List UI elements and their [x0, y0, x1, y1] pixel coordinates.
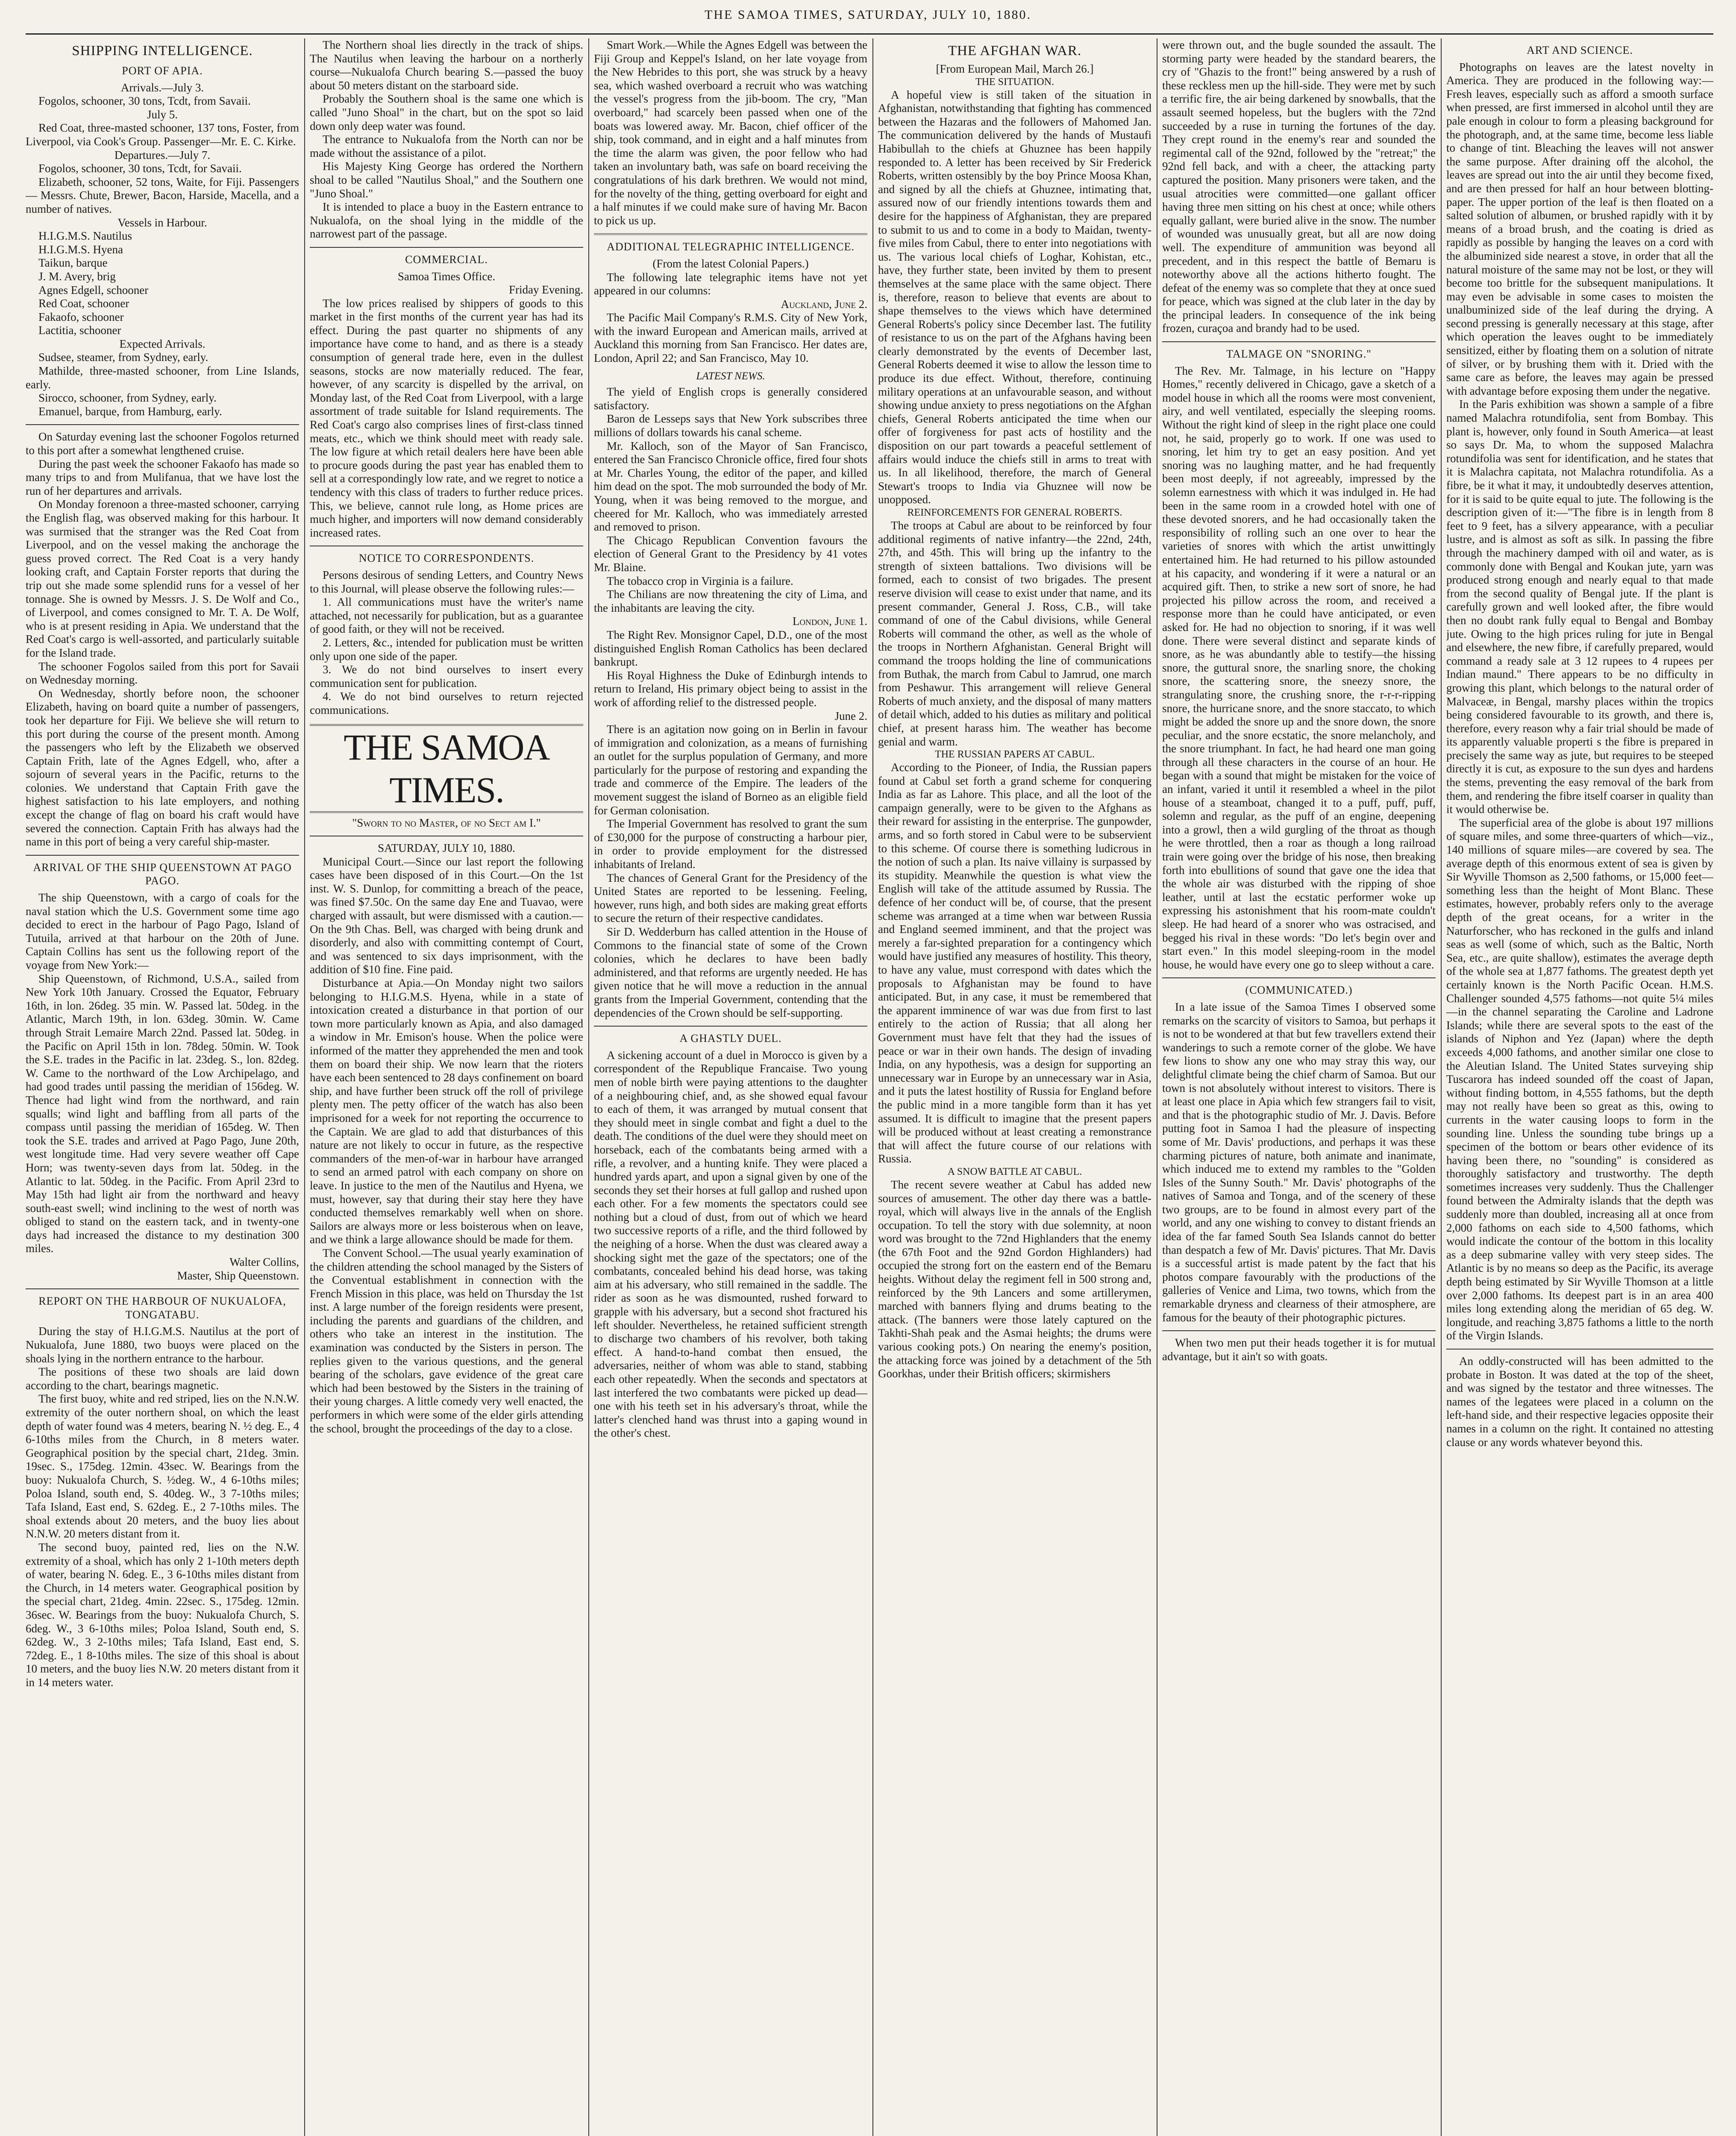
departures-heading: Departures.—July 7. — [114, 148, 211, 161]
telegraphic-item: Sir D. Wedderburn has called attention in the House of Commons to the financial state of some of the Crown colonies, which he declares to have been badly administered, and that reforms are urgently needed. He has given notice that he will move a reduction in the annual grants from the Imperial Government, contending that the dependencies of the Crown should be self-supporting. — [594, 925, 867, 1019]
science-paragraph: An oddly-constructed will has been admitted to the probate in Boston. It was dated at the top of the sheet, and was signed by the testator and three witnesses. The names of the legatees were placed in a column on the left-hand side, and their respective legacies opposite their names in a column on the right. It contained no attesting clause or any words whatever beyond this. — [1446, 1355, 1713, 1449]
report-paragraph: The entrance to Nukualofa from the North can nor be made without the assistance of a pilot. — [310, 133, 583, 159]
column-6 — [1446, 38, 1713, 2136]
telegraphic-item: The yield of English crops is generally considered satisfactory. — [594, 385, 867, 412]
masthead-rule — [26, 33, 1713, 35]
duel-paragraph: A sickening account of a duel in Morocco is given by a correspondent of the Republique Francaise. Two young men of noble birth were paying attentions to the daughter of a neighbouring chief, and, as she showed equal favour to each of them, it was arranged by mutual consent that they should meet in single combat and fight a duel to the death. The conditions of the duel were they should meet on horseback, each of the combatants being armed with a rifle, a revolver, and a hunting knife. They were placed a hundred yards apart, and upon a signal given by one of the seconds they set their horses at full gallop and rushed upon each other. For a few moments the spectators could see nothing but a cloud of dust, from out of which we heard two successive reports of a rifle, and the third followed by the neighing of a horse. When the dust was cleared away a shocking sight met the gaze of the spectators; one of the combatants, concealed behind his dead horse, was taking aim at his adversary, who still remained in the saddle. The rider as soon as he was dismounted, rushed forward to grapple with his adversary, but a second shot fractured his left shoulder. Nevertheless, he retained sufficient strength to discharge two chambers of his revolver, both taking effect. A hand-to-hand combat then ensued, the adversaries, neither of whom was able to stand, stabbing each other repeatedly. When the seconds and spectators at last interfered the two combatants were picked up dead—one with his teeth set in his adversary's throat, while the latter's clenched hand was thrust into a gaping wound in the other's chest. — [594, 1048, 867, 1440]
telegraphic-item: There is an agitation now going on in Berlin in favour of immigration and colonization, as a means of furnishing an outlet for the surplus population of Germany, and more particularly for the purpose of restoring and expanding the trade and commerce of the Empire. The leaders of the movement suggest the island of Borneo as an eligible field for German colonisation. — [594, 723, 867, 817]
ghastly-duel-heading: A GHASTLY DUEL. — [679, 1032, 782, 1045]
separator — [594, 1026, 867, 1027]
latest-news-heading: LATEST NEWS. — [696, 370, 765, 382]
telegraphic-subheading: (From the latest Colonial Papers.) — [652, 257, 809, 270]
separator — [1162, 977, 1436, 978]
report-paragraph: During the stay of H.I.G.M.S. Nautilus at the port of Nukualofa, June 1880, two buoys were placed on the shoals lying in the northern entrance to the harbour. — [26, 1325, 299, 1365]
afghan-paragraph: were thrown out, and the bugle sounded the assault. The storming party were headed by the standard bearers, the cry of "Ghazis to the front!" being answered by a rush of these reckless men up the hill-side. They were met by such a terrific fire, the air being darkened by snowballs, that the assault seemed hopeless, but the buglers with the 72nd succeeded by a ruse in turning the fortunes of the day. They crept round in the enemy's rear and sounded the regimental call of the 92nd, followed by the "retreat;" the 92nd fell back, and with a cheer, the attacking party captured the position. Many prisoners were taken, and the usual atrocities were committed—one gallant officer having three men sitting on his chest at once; while others equally gallant, were buried alive in the snow. The number of wounded was unusually great, but all are now doing well. The expenditure of ammunition was beyond all precedent, and in this respect the battle of Bemaru is noteworthy above all the actions hitherto fought. The defeat of the enemy was so complete that they at once sued for peace, which was signed at the club later in the day by the principal leaders. In consequence of the ink being frozen, curaçoa and brandy had to be used. — [1162, 38, 1436, 335]
telegraphic-item: The Imperial Government has resolved to grant the sum of £30,000 for the purpose of constructing a harbour pier, in order to provide employment for the distressed inhabitants of Ireland. — [594, 817, 867, 871]
shipping-paragraph: On Wednesday, shortly before noon, the schooner Elizabeth, having on board quite a number of passengers, took her departure for Fiji. We believe she will return to this port during the course of the present month. Among the passengers who left by the Elizabeth we observed Captain Frith, late of the Agnes Edgell, who, after a sojourn of several years in the Pacific, returns to the colonies. We understand that Captain Frith gave the highest satisfaction to his late employers, and nothing except the change of flag on board his craft would have severed the connection. Captain Frith has always had the name in this port of being a very careful ship-master. — [26, 687, 299, 848]
queenstown-paragraph: The ship Queenstown, with a cargo of coals for the naval station which the U.S. Government some time ago decided to erect in the harbour of Pago Pago, Island of Tutuila, arrived at that harbour on the 20th of June. Captain Collins has sent us the following report of the voyage from New York:— — [26, 891, 299, 971]
commercial-heading: COMMERCIAL. — [405, 253, 488, 266]
shipping-paragraph: On Saturday evening last the schooner Fogolos returned to this port after a somewhat lengthened cruise. — [26, 430, 299, 457]
local-paragraph: Disturbance at Apia.—On Monday night two sailors belonging to H.I.G.M.S. Hyena, while in a state of intoxication created a disturbance in that portion of our town more particularly known as Apia, and also damaged a window in Mr. Emison's house. When the police were informed of the matter they apprehended the men and took them on board their ship. We now learn that the rioters have each been sentenced to 28 days confinement on board ship, and have further been struck off the roll of privilege plenty men. The petty officer of the watch has also been imprisoned for a week for not reporting the occurrence to the Captain. We are glad to add that disturbances of this nature are not likely to occur in future, as the respective commanders of the men-of-war in harbour have arranged to send an armed patrol with each company on shore on leave. In justice to the men of the Nautilus and Hyena, we must, however, say that during their stay here they have conducted themselves remarkably well when on shore. Sailors are always more or less boisterous when on leave, and we think a large allowance should be made for them. — [310, 977, 583, 1246]
shipping-intelligence-heading: SHIPPING INTELLIGENCE. — [72, 43, 253, 59]
russian-papers-heading: THE RUSSIAN PAPERS AT CABUL. — [934, 749, 1095, 760]
harbour-vessel: H.I.G.M.S. Nautilus — [38, 229, 132, 243]
afghan-war-heading: THE AFGHAN WAR. — [948, 43, 1082, 59]
shipping-paragraph: During the past week the schooner Fakaofo has made so many trips to and from Mulifanua, that we have lost the run of her departures and arrivals. — [26, 457, 299, 497]
telegraphic-item: The tobacco crop in Virginia is a failure. — [607, 574, 793, 587]
telegraphic-item: The chances of General Grant for the Presidency of the United States are reported to be lessening. Feeling, however, runs high, and both sides are making great efforts to secure the return of their respective candidates. — [594, 871, 867, 925]
expected-arrival: Emanuel, barque, from Hamburg, early. — [38, 405, 222, 418]
separator — [26, 424, 299, 425]
harbour-vessel: J. M. Avery, brig — [38, 270, 116, 283]
nukualofa-report-heading: REPORT ON THE HARBOUR OF NUKUALOFA, TONGATABU. — [38, 1295, 286, 1321]
afghan-paragraph: The troops at Cabul are about to be reinforced by four additional regiments of native infantry—the 22nd, 24th, 27th, and 45th. This will bring up the infantry to the strength of sixteen battalions. Two divisions will be formed, each to consist of two brigades. The present reserve division will cease to exist under that name, and its present commander, General J. Ross, C.B., will take command of one of the Cabul divisions, while General Roberts will command the other, as well as the whole of the troops in Northern Afghanistan. General Bright will command the troops holding the line of communications from Buthak, the march from Cabul to Jamrud, one march from Peshawur. This arrangement will relieve General Roberts of much anxiety, and the disposal of many matters of detail which, added to his duties as military and political chief, at present harass him. The weather has become genial and warm. — [878, 519, 1151, 748]
reinforcements-heading: REINFORCEMENTS FOR GENERAL ROBERTS. — [907, 507, 1122, 518]
column-1 — [26, 38, 299, 2136]
science-paragraph: In the Paris exhibition was shown a sample of a fibre named Malachra rotundifolia, sent from Bombay. This plant is, however, only found in South America—at least so says Dr. Ma, to whom the supposed Malachra rotundifolia was sent for identification, and he states that it is Malachra capitata, not Malachra rotundifolia. As a fibre, be it what it may, it undoubtedly deserves attention, for it is said to be quite equal to jute. The following is the description given of it:—"The fibre is in length from 8 feet to 9 feet, has a silvery appearance, with a peculiar lustre, and is almost as soft as silk. In passing the fibre through the machinery damped with oil and water, as is commonly done with Bengal and Koukan jute, yarn was produced strong enough and nearly equal to that made from the second quality of Bengal jute. If the plant is carefully grown and well looked after, the fibre would then no doubt rank fully equal to Bengal and Bombay jute. Owing to the high prices ruling for jute in Bengal and elsewhere, the new fibre, if carefully prepared, would command a ready sale at 3 12 rupees to 4 rupees per Indian maund." There appears to be no difficulty in growing this plant, which belongs to the natural order of Malvaceæ, in Bengal, marshy places within the tropics being considered favourable to its growth, and there is, therefore, every reason why a fair trial should be made of its apparently valuable properti s the fibre is prepared in precisely the same way as jute, but requires to be steeped directly it is cut, as exposure to the sun dyes and hardens the stems, preventing the easy removal of the bark from them, and rendering the fibre itself coarser in quality than it would otherwise be. — [1446, 398, 1713, 816]
column-3 — [594, 38, 867, 2136]
local-paragraph: Municipal Court.—Since our last report the following cases have been disposed of in this Court.—On the 1st inst. W. S. Dunlop, for committing a breach of the peace, was fined $7.50c. On the same day Ene and Tuavao, were charged with assault, but were dismissed with a caution.—On the 9th Chas. Bell, was charged with being drunk and disorderly, and also with committing contempt of Court, and was sentenced to six days imprisonment, with the addition of $10 fine. Fine paid. — [310, 855, 583, 976]
office-line: Samoa Times Office. — [397, 270, 496, 283]
port-of-apia-heading: PORT OF APIA. — [122, 65, 203, 77]
arrivals-heading: Arrivals.—July 3. — [120, 81, 204, 94]
separator — [1162, 341, 1436, 342]
expected-arrivals-heading: Expected Arrivals. — [119, 337, 206, 350]
telegraphic-item: His Royal Highness the Duke of Edinburgh intends to return to Ireland, His primary object being to assist in the work of affording relief to the distressed people. — [594, 669, 867, 709]
shipping-paragraph: The schooner Fogolos sailed from this port for Savaii on Wednesday morning. — [26, 660, 299, 687]
separator — [1162, 1330, 1436, 1331]
afghan-paragraph: According to the Pioneer, of India, the Russian papers found at Cabul set forth a grand scheme for conquering India as far as Lahore. This place, and all the loot of the campaign generally, were to be given to the Afghans as their reward for assisting in the enterprise. The gunpowder, arms, and so forth stored in Cabul were to be subservient to this scheme. Of course there is something ludicrous in the notion of such a plan. Its naive villainy is surpassed by its stupidity. Meanwhile the question is what view the English will take of the attitude assumed by Russia. The defence of her conduct will be, of course, that the present scheme was arranged at a time when war between Russia and England seemed imminent, and that the project was merely a far-sighted preparation for a contingency which would have justified any measures of hostility. This theory, to have any value, must correspond with dates which the proposals to Afghanistan may be found to have anticipated. But, in any case, it must be remembered that the apparent imminence of war was due from first to last entirely to the action of Russia; that all along her Government must have felt that they had the issues of peace or war in their own hands. The design of invading India, on any hypothesis, was a design for supporting an unnecessary war in Europe by an unnecessary war in Asia, and it puts the latest hostility of Russia for England before the public mind in a more tangible form than it has yet assumed. It is difficult to imagine that the present papers will be produced without at least creating a remonstrance that will affect the future course of our relations with Russia. — [878, 761, 1151, 1165]
notice-rule: 1. All communications must have the writer's name attached, not necessarily for publication, but as a guarantee of good faith, or they will not be received. — [310, 596, 583, 636]
art-and-science-heading: ART AND SCIENCE. — [1527, 44, 1633, 56]
separator — [310, 247, 583, 248]
separator — [26, 1288, 299, 1289]
notice-intro: Persons desirous of sending Letters, and Country News to this Journal, will please observe the following rules:— — [310, 568, 583, 595]
vessels-in-harbour-heading: Vessels in Harbour. — [117, 216, 207, 229]
dateline: London, June 1. — [792, 615, 867, 628]
commercial-paragraph: The low prices realised by shippers of goods to this market in the first months of the current year has had its effect. During the past quarter no shipments of any importance have come to hand, and as there is a steady consumption of general trade here, even in the dullest seasons, stocks are now materially reduced. The fear, however, of any scarcity is dispelled by the arrival, on Monday last, of the Red Coat from Liverpool, with a large assortment of trade suitable for Island requirements. The Red Coat's cargo also comprises lines of first-class tinned meats, etc., which we think should meet with ready sale. The low figure at which retail dealers here have been able to procure goods during the past year has enabled them to sell at a correspondingly low rate, and we regret to notice a tendency with this class of traders to further reduce prices. This, we believe, cannot rule long, as Home prices are much higher, and importers will now demand considerably increased rates. — [310, 296, 583, 539]
telegraphic-item: The Chicago Republican Convention favours the election of General Grant to the Presidency by 41 votes Mr. Blaine. — [594, 534, 867, 574]
column-4 — [878, 38, 1151, 2136]
harbour-vessel: Agnes Edgell, schooner — [38, 283, 149, 296]
shipping-paragraph: On Monday forenoon a three-masted schooner, carrying the English flag, was observed making for this harbour. It was surmised that the stranger was the Red Coat from Liverpool, and on the vessel making the anchorage the guess proved correct. The Red Coat is a very handy looking craft, and Captain Forster reports that during the trip out she made some splendid runs for a vessel of her tonnage. She is owned by Messrs. J. S. De Wolf and Co., of Liverpool, and comes consigned to Mr. T. A. De Wolf, who is at present residing in Apia. We understand that the Red Coat's cargo is well-assorted, and particularly suitable for the Island trade. — [26, 498, 299, 659]
communicated-heading: (COMMUNICATED.) — [1245, 984, 1353, 997]
paper-motto: "Sworn to no Master, of no Sect am I." — [352, 816, 541, 829]
queenstown-heading: ARRIVAL OF THE SHIP QUEENSTOWN AT PAGO PAGO. — [33, 861, 292, 887]
report-paragraph: His Majesty King George has ordered the Northern shoal to be called "Nautilus Shoal," and the Southern one "Juno Shoal." — [310, 160, 583, 200]
afghan-war-source: [From European Mail, March 26.] — [936, 62, 1094, 75]
harbour-vessel: Taikun, barque — [38, 256, 108, 270]
harbour-vessel: Red Coat, schooner — [38, 297, 129, 310]
column-rule — [1441, 38, 1442, 2136]
science-paragraph: Photographs on leaves are the latest novelty in America. They are produced in the following way:—Fresh leaves, especially such as afford a smooth surface when pressed, are first immersed in alcohol until they are pale enough in colour to form a pleasing background for the photograph, and, at the same time, become less liable to change of tint. Bleaching the leaves will not answer the same purpose. After draining off the alcohol, the leaves are spread out into the air until they become fixed, and are then pressed for half an hour between blotting-paper. The upper portion of the leaf is then floated on a salted solution of albumen, or brushed rapidly with it by means of a broad brush, and the coating is dried as rapidly as possible by hanging the leaves on a cord with the albuminized side nearest a stove, in order that all the natural moisture of the same may not be lost, or they will become too brittle for the subsequent manipulations. It may even be advisable in some cases to moisten the unalbuminized side of the leaf during the drying. A second pressing is generally necessary at this stage, after which operation the leaves ought to be immediately sensitized, either by floating them on a solution of nitrate of silver, or by brushing them with it. Dried with the same care as before, the leaves may again be pressed with advantage before exposing them under the negative. — [1446, 60, 1713, 397]
local-paragraph: Smart Work.—While the Agnes Edgell was between the Fiji Group and Keppel's Island, on her late voyage from the New Hebrides to this port, she was struck by a heavy sea, which washed overboard a recruit who was watching the vessel's progress from the jib-boom. The cry, "Man overboard," had scarcely been passed when one of the boats was lowered away. Mr. Bacon, chief officer of the ship, took command, and in eight and a half minutes from the time the alarm was given, the poor fellow who had taken an involuntary bath, was safe on board receiving the congratulations of his dark brethren. We would not mind, for the novelty of the thing, getting overboard for eight and a half minutes if we could make sure of having Mr. Bacon to pick us up. — [594, 38, 867, 227]
notice-rule: 4. We do not bind ourselves to return rejected communications. — [310, 690, 583, 716]
expected-arrival: Mathilde, three-masted schooner, from Line Islands, early. — [26, 364, 299, 391]
signature-title: Master, Ship Queenstown. — [177, 1269, 299, 1282]
arrival-1: Fogolos, schooner, 30 tons, Tcdt, from Savaii. — [38, 94, 251, 108]
column-rule — [304, 38, 305, 2136]
dateline: Auckland, June 2. — [781, 297, 867, 311]
local-paragraph: The Convent School.—The usual yearly examination of the children attending the school managed by the Sisters of the Conventual establishment in connection with the French Mission in this place, was held on Thursday the 1st inst. A large number of the foreign residents were present, including the parents and guardians of the children, and others who take an interest in the institution. The examination was conducted by the Sisters in person. The replies given to the various questions, and the general bearing of the scholars, gave evidence of the great care which had been bestowed by the Sisters in the training of their young charges. A little comedy very well enacted, the performers in which were some of the elder girls attending the school, brought the proceedings of the day to a close. — [310, 1246, 583, 1435]
departure-1: Fogolos, schooner, 30 tons, Tcdt, for Savaii. — [38, 162, 242, 175]
separator — [594, 233, 867, 235]
expected-arrival: Sudsee, steamer, from Sydney, early. — [38, 351, 209, 364]
issue-date: SATURDAY, JULY 10, 1880. — [378, 842, 515, 855]
queenstown-paragraph: Ship Queenstown, of Richmond, U.S.A., sailed from New York 10th January. Crossed the Equator, February 16th, in lon. 26deg. 35 min. W. Passed lat. 50deg. in the Atlantic, March 19th, in lon. 63deg. 30min. W. Came through Strait Lemaire March 22nd. Passed lat. 50deg. in the Pacific on April 15th in lon. 78deg. 50min. W. Took the S.E. trades in the Pacific in lat. 23deg. S., lon. 82deg. W. Came to the northward of the Low Archipelago, and had good trades until passing the meridian of 156deg. W. Thence had light wind from the northward, and rain squalls; wind light and baffling from all parts of the compass until passing the meridian of 165deg. W. Then took the S.E. trades and arrived at Pago Pago, June 20th, west longitude time. Had very severe weather off Cape Horn; was twenty-seven days from lat. 50deg. in the Atlantic to lat. 50deg. in the Pacific. From April 23rd to May 15th had light air from the northward and heavy south-east swell; wind inclining to the west of north was obliged to stand on the eastern tack, and in twenty-one days had increased the distance to my destination 300 miles. — [26, 972, 299, 1255]
notice-rule: 3. We do not bind ourselves to insert every communication sent for publication. — [310, 663, 583, 690]
masthead: THE SAMOA TIMES, SATURDAY, JULY 10, 1880. — [704, 8, 1032, 22]
report-paragraph: Probably the Southern shoal is the same one which is called "Juno Shoal" in the chart, but on the spot so laid down only deep water was found. — [310, 92, 583, 132]
afghan-paragraph: The recent severe weather at Cabul has added new sources of amusement. The other day there was a battle-royal, which will always live in the annals of the English occupation. To tell the story with due solemnity, at noon word was brought to the 72nd Highlanders that the enemy (the 67th Foot and the 92nd Gordon Highlanders) had occupied the strong fort on the eastern end of the Bemaru heights. Without delay the regiment fell in 500 strong and, reinforced by the 9th Lancers and some artillerymen, marched with banners flying and drums beating to the attack. (The banners were those lately captured on the Takhti-Shah peak and the Asmai heights; the drums were various cooking pots.) On nearing the enemy's position, the attacking force was joined by a detachment of the 5th Goorkhas, under their British officers; skirmishers — [878, 1178, 1151, 1380]
report-paragraph: The positions of these two shoals are laid down according to the chart, bearings magnetic. — [26, 1365, 299, 1392]
arrival-2-date: July 5. — [147, 108, 178, 121]
talmage-paragraph: The Rev. Mr. Talmage, in his lecture on "Happy Homes," recently delivered in Chicago, gave a sketch of a model house in which all the rooms were most convenient, airy, and well ventilated, especially the sleeping rooms. Without the right kind of sleep in the right place one could not, he said, properly go to work. If one was used to snoring, let him try to get an easy position. And yet snoring was no laughing matter, and he had frequently been most deeply, if not agreeably, impressed by the solemn earnestness with which it was indulged in. He had been in the same room in a crowded hotel with one of these devoted snorers, and he had occasionally taken the responsibility of rolling such an one over to hear the varieties of snores with which the artist unwittingly entertained him. He had returned to his pillow astounded at his capacity, and wondering if it were a natural or an acquired gift. Then, to strike a new sort of snore, he had projected his pillow across the room, and received a response more than he could have anticipated, or even asked for. He had no objection to snoring, if it was well done. There were several distinct and separate kinds of snore, as he was abundantly able to testify—the hissing snore, the guttural snore, the snarling snore, the choking snore, the scattering snore, the sneezy snore, the strangulating snore, the crushing snore, the r-r-r-ripping snore, the hurricane snore, and the snore staccato, to which might be added the snore up and the snore down, the snore peculiar, and the snore ecstatic, the snore melancholy, and the snore triumphant. In fact, he had heard one man going through all these characters in the course of an hour. He began with a sound that might be mistaken for the voice of an infant, varied it until it resembled a wheel in the pilot house of a steamboat, changed it to a puff, puff, puff, solemn and regular, as the puff of an engine, deepening into a growl, then a wild gurgling of the throat as though he were throttled, then a roar as though a long railroad train were going over the bridge of his nose, then breaking forth into ebullitions of sound that gave one the idea that the whole air was disturbed with the ripping of shoe leather, until at last the ecstatic performer woke up expressing his astonishment that his room-mate couldn't sleep. He had heard of a snorer who was ostracised, and begged his rival in these words: "Do let's begin over and start even." In this model sleeping-room in the model house, he would have every one go to sleep without a care. — [1162, 364, 1436, 971]
notice-rule: 2. Letters, &c., intended for publication must be written only upon one side of the paper. — [310, 636, 583, 663]
telegraphic-item: Baron de Lesseps says that New York subscribes three millions of dollars towards his canal scheme. — [594, 412, 867, 439]
report-paragraph: The second buoy, painted red, lies on the N.W. extremity of a shoal, which has only 2 1-10th meters depth of water, bearing N. 6deg. E., 3 6-10ths miles distant from the Church, in 14 meters water. Geographical position by the special chart, 21deg. 4min. 22sec. S., 175deg. 12min. 36sec. W. Bearings from the buoy: Nukualofa Church, S. 6deg. W., 3 6-10ths miles; Poloa Island, South end, S. 62deg. W., 3 2-10ths miles; Tafa Island, East end, S. 72deg. E., 1 8-10ths miles. The size of this shoal is about 10 meters, and the buoy lies N.W. 20 meters distant from it in 14 meters water. — [26, 1540, 299, 1689]
harbour-vessel: Fakaofo, schooner — [38, 310, 124, 323]
telegraphic-item: The Right Rev. Monsignor Capel, D.D., one of the most distinguished English Roman Catholics has been declared bankrupt. — [594, 628, 867, 669]
telegraphic-item: The Chilians are now threatening the city of Lima, and the inhabitants are leaving the city. — [594, 588, 867, 614]
separator — [1446, 1349, 1713, 1350]
report-paragraph: The first buoy, white and red striped, lies on the N.N.W. extremity of the outer northern shoal, on which the least depth of water found was 4 meters, bearing N. ½ deg. E., 4 6-10ths miles from the Church, in 8 meters water. Geographical position by the special chart, 21deg. 3min. 19sec. S., 175deg. 12min. 43sec. W. Bearings from the buoy: Nukualofa Church, S. ½deg. W., 4 6-10ths miles; Poloa Island, south end, S. 40deg. W., 3 7-10ths miles; Tafa Island, East end, S. 62deg. E., 2 7-10ths miles. The shoal extends about 20 meters, and the buoy lies about N.N.W. 20 meters distant from it. — [26, 1392, 299, 1540]
dateline: June 2. — [834, 709, 867, 722]
notice-heading: NOTICE TO CORRESPONDENTS. — [358, 552, 535, 565]
situation-heading: THE SITUATION. — [975, 76, 1054, 88]
departure-2: Elizabeth, schooner, 52 tons, Waite, for Fiji. Passengers — Messrs. Chute, Brewer, Bacon, Harside, Macella, and a number of natives. — [26, 175, 299, 215]
communicated-paragraph: In a late issue of the Samoa Times I observed some remarks on the scarcity of visitors to Samoa, but perhaps it is not to be wondered at that but few travellers extend their wanderings to such a remote corner of the globe. We have few lions to show any one who may stray this way, our delightful climate being the chief charm of Samoa. But our town is not absolutely without interest to visitors. There is at least one place in Apia which few strangers fail to visit, and that is the photographic studio of Mr. J. Davis. Before putting foot in Samoa I had the pleasure of inspecting some of Mr. Davis' productions, and perhaps it was these charming pictures of nature, both animate and inanimate, which induced me to extend my rambles to the "Golden Isles of the Sunny South." Mr. Davis' photographs of the natives of Samoa and Tonga, and of the scenery of these two groups, are to be found in almost every part of the world, and any one wishing to convey to distant friends an idea of the far famed South Sea Islands cannot do better than despatch a few of Mr. Davis' pictures. That Mr. Davis is a successful artist is made patent by the fact that his photos compare favourably with the productions of the galleries of Venice and Lima, two towns, which from the remarkable dryness and clearness of their atmosphere, are famous for the beauty of their photographic pictures. — [1162, 1000, 1436, 1324]
arrival-2: Red Coat, three-masted schooner, 137 tons, Foster, from Liverpool, via Cook's Group. Passenger—Mr. E. C. Kirke. — [26, 121, 299, 148]
telegraphic-item: The Pacific Mail Company's R.M.S. City of New York, with the inward European and American mails, arrived at Auckland this morning from San Francisco. Her dates are, London, April 22; and San Francisco, May 10. — [594, 311, 867, 365]
report-paragraph: The Northern shoal lies directly in the track of ships. The Nautilus when leaving the harbour on a northerly course—Nukualofa Church bearing S.—passed the buoy about 50 meters distant on the starboard side. — [310, 38, 583, 92]
column-2 — [310, 38, 583, 2136]
paper-title: THE SAMOA TIMES. — [310, 724, 583, 813]
harbour-vessel: Lactitia, schooner — [38, 324, 121, 337]
telegraphic-intro: The following late telegraphic items have not yet appeared in our columns: — [594, 270, 867, 297]
column-rule — [588, 38, 589, 2136]
office-date: Friday Evening. — [509, 283, 583, 296]
harbour-vessel: H.I.G.M.S. Hyena — [38, 243, 123, 256]
talmage-heading: TALMAGE ON "SNORING." — [1226, 348, 1372, 361]
telegraphic-heading: ADDITIONAL TELEGRAPHIC INTELLIGENCE. — [607, 241, 855, 253]
snow-battle-heading: A SNOW BATTLE AT CABUL. — [947, 1166, 1082, 1177]
separator — [26, 855, 299, 856]
science-paragraph: The superficial area of the globe is about 197 millions of square miles, and some three-quarters of which—viz., 140 millions of square miles—are covered by sea. The average depth of this enormous extent of sea is given by Sir Wyville Thomson as 2,500 fathoms, or 15,000 feet—something less than the height of Mont Blanc. These estimates, however, probably refers only to the average depth of the great oceans, for a writer in the Naturforscher, who has reckoned in the gulfs and inland seas as well (some of which, such as the Baltic, North Sea, etc., are quite shallow), estimates the average depth of the whole sea at 1,877 fathoms. The greatest depth yet certainly known is the North Pacific Ocean. H.M.S. Challenger sounded 4,575 fathoms—not quite 5¼ miles—in the channel separating the Caroline and Ladrone Islands; while there are several spots to the east of the islands of Niphon and Yez (Japan) where the depth exceeds 4,000 fathoms, and another similar one close to the Aleutian Island. The United States surveying ship Tuscarora has indeed sounded off the coast of Japan, without finding bottom, in 4,555 fathoms, but the depth may not really have been so great as this, owing to currents in the water causing loops to form in the sounding line. Unless the sounding tube brings up a specimen of the bottom or bears other evidence of its having been there, no "sounding" is considered as thoroughly satisfactory and trustworthy. The depth sometimes increases very suddenly. Thus the Challenger found between the Admiralty islands that the depth was suddenly more than doubled, increasing all at once from 2,000 fathoms on each side to 4,500 fathoms, which would indicate the contour of the bottom in this locality as a deep submarine valley with very steep sides. The Atlantic is by no means so deep as the Pacific, its average depth being estimated by Sir Wyville Thomson at a little over 2,000 fathoms. Its deepest part is in an area 400 miles long extending along the meridian of 65 deg. W. longitude, and reaching 3,875 fathoms a little to the north of the Virgin Islands. — [1446, 816, 1713, 1342]
signature-name: Walter Collins, — [229, 1256, 299, 1269]
expected-arrival: Sirocco, schooner, from Sydney, early. — [38, 391, 217, 405]
filler-paragraph: When two men put their heads together it is for mutual advantage, but it ain't so with goats. — [1162, 1336, 1436, 1363]
column-5 — [1162, 38, 1436, 2136]
report-paragraph: It is intended to place a buoy in the Eastern entrance to Nukualofa, on the shoal lying in the middle of the narrowest part of the passage. — [310, 200, 583, 241]
telegraphic-item: Mr. Kalloch, son of the Mayor of San Francisco, entered the San Francisco Chronicle office, fired four shots at Mr. Charles Young, the editor of the paper, and killed him dead on the spot. The mob surrounded the body of Mr. Young, when it was being removed to the morgue, and cheered for Mr. Kalloch, who was immediately arrested and removed to prison. — [594, 439, 867, 534]
afghan-paragraph: A hopeful view is still taken of the situation in Afghanistan, notwithstanding that fighting has commenced between the Hazaras and the followers of Mahomed Jan. The communication delivered by the hands of Mustaufi Habibullah to the chiefs at Ghuznee has been happily responded to. A letter has been received by Sir Frederick Roberts, written ostensibly by the boy Prince Moosa Khan, and signed by all the chiefs at Ghuznee, intimating that, assured now of our friendly intentions towards them and desire for the happiness of Afghanistan, they are prepared to submit to us and to come in a body to Maidan, twenty-five miles from Cabul, there to enter into negotiations with us. The various local chiefs of Loghar, Kohistan, etc., have, they further state, been invited by them to present themselves at the same place with the same object. There is, therefore, reason to believe that events are about to shape themselves to the views which have determined General Roberts's policy since December last. The futility of resistance to us on the part of the Afghans having been clearly demonstrated by the events of December last, General Roberts deemed it wise to allow the lesson time to produce its due effect. Without, therefore, continuing military operations at an unfavourable season, and without showing undue anxiety to press negotiations on the Afghan chiefs, General Roberts anticipated the time when our offer of forgiveness for past acts of hostility and the disposition on our part towards a peaceful settlement of affairs would induce the chiefs still in arms to treat with us. In all likelihood, therefore, the march of General Stewart's troops to India via Ghuznee will now be unopposed. — [878, 88, 1151, 506]
column-rule — [872, 38, 873, 2136]
